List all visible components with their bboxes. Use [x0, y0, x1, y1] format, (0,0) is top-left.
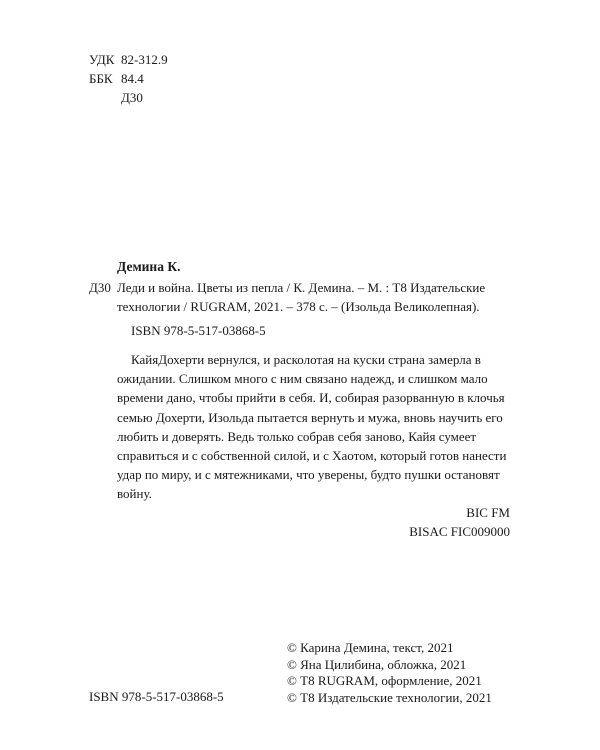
bisac-code: BISAC FIC009000	[409, 524, 510, 539]
bib-line-1: Леди и война. Цветы из пепла / К. Демина. – М. : Т8 Издательские	[117, 280, 486, 295]
classification-block	[89, 50, 168, 107]
copyright-line: © Т8 Издательские технологии, 2021	[287, 689, 492, 705]
udk-value: 82-312.9	[121, 52, 168, 67]
author-heading: Демина К.	[117, 259, 181, 274]
copyright-line: © Т8 RUGRAM, оформление, 2021	[287, 673, 482, 688]
copyright-block	[287, 640, 492, 706]
copyright-line: © Яна Цилибина, обложка, 2021	[287, 656, 467, 672]
copyright-line: © Карина Демина, текст, 2021	[287, 640, 454, 655]
bic-code: BIC FM	[466, 505, 510, 520]
bbk-label: ББК	[89, 71, 113, 86]
isbn-bottom: ISBN 978-5-517-03868-5	[89, 689, 224, 704]
entry-cutter-code: Д30	[89, 280, 111, 295]
bbk-row	[89, 69, 168, 88]
cutter-row	[89, 88, 168, 107]
udk-row	[89, 50, 168, 69]
bib-line-2: технологии / RUGRAM, 2021. – 378 с. – (Изольда Великолепная).	[117, 299, 480, 314]
entry-isbn: ISBN 978-5-517-03868-5	[131, 323, 266, 338]
cutter-code: Д30	[121, 90, 143, 105]
udk-label: УДК	[89, 52, 115, 67]
bbk-value: 84.4	[121, 71, 144, 86]
bibliographic-description	[117, 278, 517, 316]
annotation-text: КайяДохерти вернулся, и расколотая на куски страна замерла в ожидании. Слишком много с ним связано надежд, и слишком мало времени дано, чтобы прийти в себя. И, собирая разорванную в клочья семью Дохерти, Изольда пытается вернуть и мужа, вновь научить его любить и доверять. Ведь только собрав себя заново, Кайя сумеет справиться и с собственной силой, и с Хаотом, который готов нанести удар по миру, и с мятежниками, что уверены, будто пушки остановят войну.	[117, 352, 507, 502]
